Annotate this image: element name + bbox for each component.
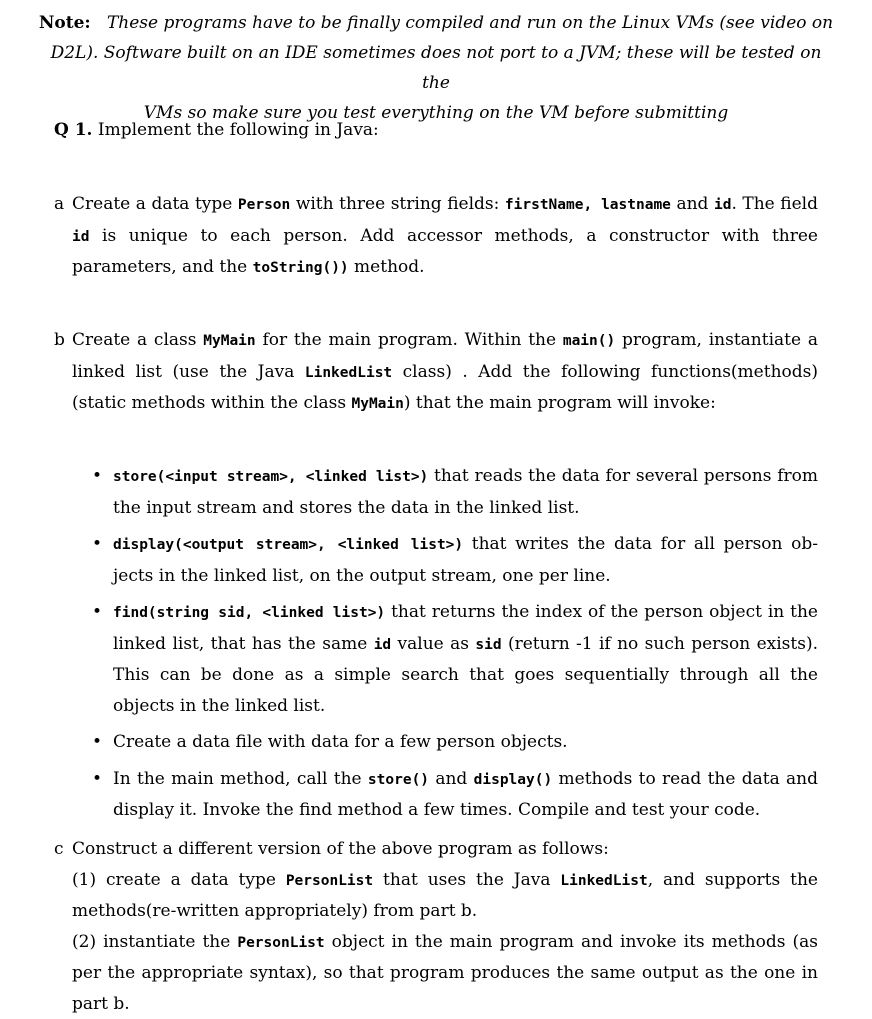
bullet-icon: •	[92, 529, 102, 560]
part-b-label: b	[54, 325, 65, 356]
bullet-icon: •	[92, 727, 102, 758]
question-1-heading	[54, 117, 379, 143]
note-line-2: D2L). Software built on an IDE sometimes does not port to a JVM; these will be tested on the	[36, 38, 836, 98]
bullet-icon: •	[92, 597, 102, 628]
part-c-label: c	[54, 834, 64, 865]
note-paragraph	[36, 8, 836, 128]
part-c	[54, 834, 818, 1019]
list-item-main: • In the main method, call the store() and display() methods to read the data and display it. Invoke the find method a few times. Compile and test your code.	[92, 764, 818, 826]
part-c-step-2: (2) instantiate the PersonList object in the main program and invoke its methods (as per the appropriate syntax), so that program produces the same output as the one in part b.	[72, 927, 818, 1019]
note-line-1: These programs have to be finally compiled and run on the Linux VMs (see video on	[107, 13, 833, 33]
method-list	[92, 461, 818, 826]
list-item-datafile: • Create a data file with data for a few person objects.	[92, 727, 818, 758]
list-item-display: • display(<output stream>, <linked list>) that writes the data for all person ob-jects in the linked list, on the output stream, one per line.	[92, 529, 818, 591]
part-b	[54, 325, 818, 420]
part-b-text: Create a class MyMain for the main program. Within the main() program, instantiate a linked list (use the Java LinkedList class) . Add the following functions(methods) (static methods within the class MyMain) that the main program will invoke:	[72, 325, 818, 420]
list-item-store: • store(<input stream>, <linked list>) that reads the data for several persons from the input stream and stores the data in the linked list.	[92, 461, 818, 523]
question-1-label: Q 1.	[54, 120, 92, 140]
part-c-step-1: (1) create a data type PersonList that uses the Java LinkedList, and supports the methods(re-written appropriately) from part b.	[72, 865, 818, 927]
question-1-text: Implement the following in Java:	[98, 120, 379, 140]
part-c-intro: Construct a different version of the above program as follows:	[72, 834, 818, 865]
part-a-label: a	[54, 189, 64, 220]
part-a-text: Create a data type Person with three string fields: firstName, lastname and id. The field id is unique to each person. Add accessor methods, a constructor with three parameters, and the toString()) method.	[72, 189, 818, 284]
bullet-icon: •	[92, 461, 102, 492]
part-a	[54, 189, 818, 284]
note-label: Note:	[39, 13, 91, 33]
part-c-text	[72, 834, 818, 1019]
list-item-find: • find(string sid, <linked list>) that returns the index of the person object in the linked list, that has the same id value as sid (return -1 if no such person exists). This can be done as a simple search that goes sequentially through all the objects in the linked list.	[92, 597, 818, 721]
note-line-3: VMs so make sure you test everything on the VM before submitting	[36, 98, 836, 128]
bullet-icon: •	[92, 764, 102, 795]
